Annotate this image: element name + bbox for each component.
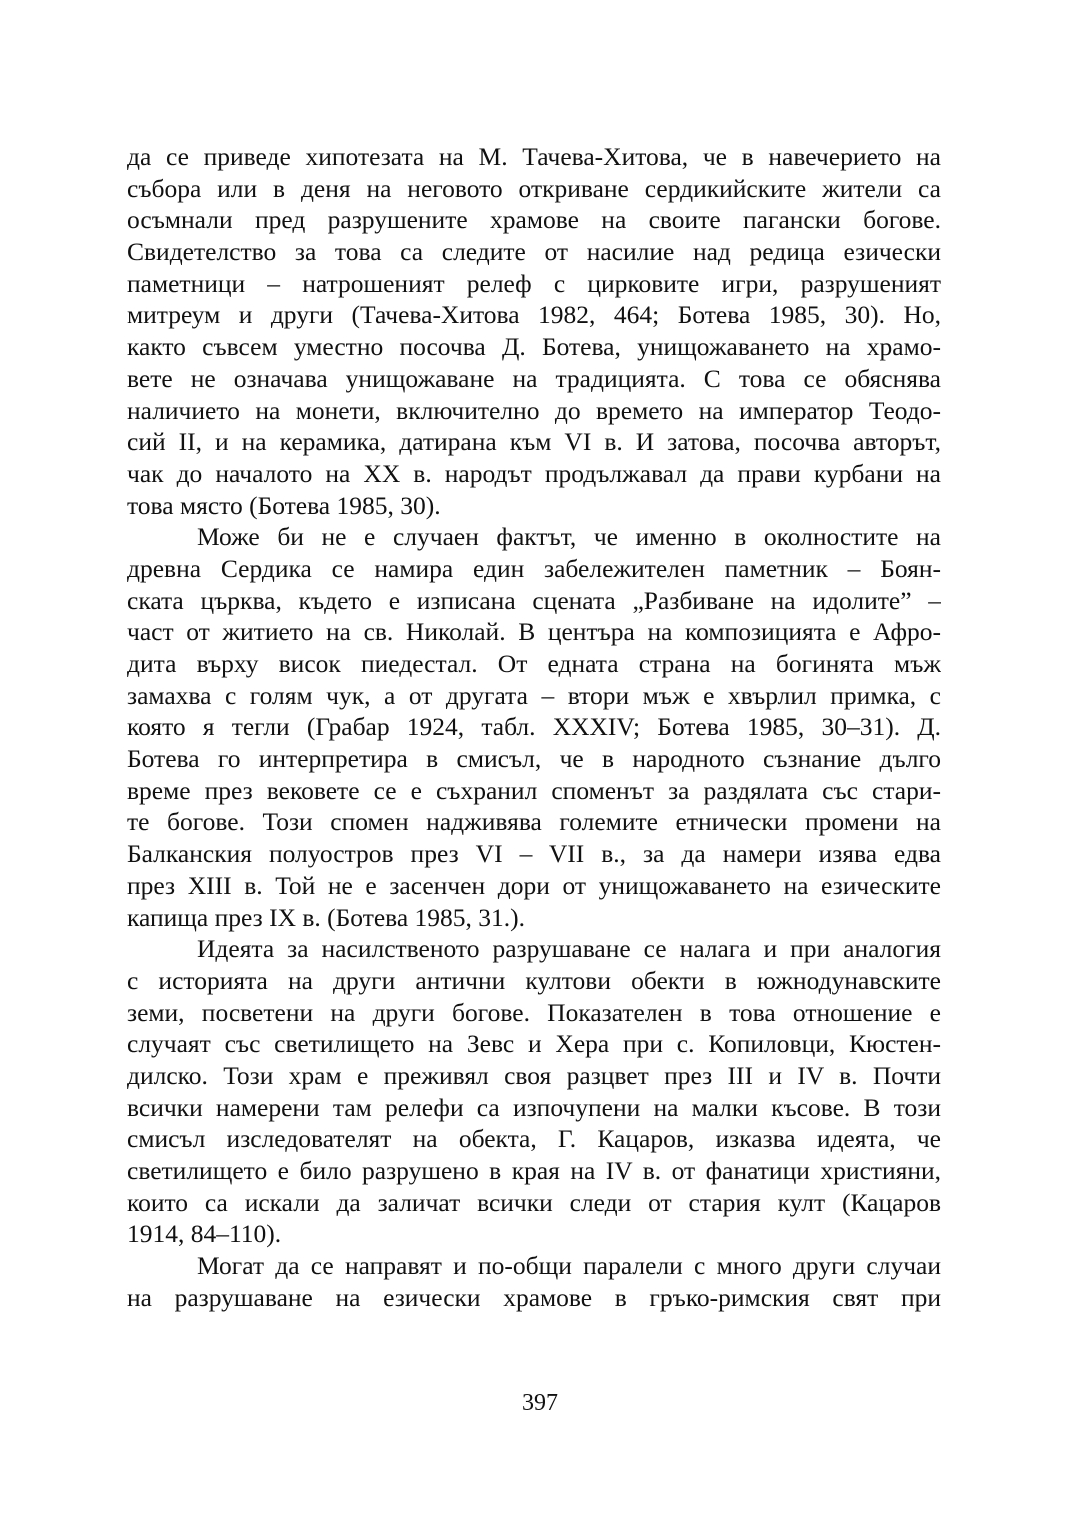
text-line: както съвсем уместно посочва Д. Ботева, унищожаването на храмо- — [127, 332, 941, 362]
text-line: Балканския полуостров през VI – VII в., за да намери изява едва — [127, 839, 941, 869]
text-line: ската църква, където е изписана сцената „Разбиване на идолите” – — [127, 585, 941, 615]
text-line: време през вековете се е съхранил споменът за раздялата със стари- — [127, 775, 941, 805]
text-line: капища през IX в. (Ботева 1985, 31.). — [127, 902, 526, 932]
text-line: това място (Ботева 1985, 30). — [127, 490, 441, 520]
text-line: земи, посветени на други богове. Показателен в това отношение е — [127, 997, 941, 1027]
text-line: Могат да се направят и по-общи паралели с много други случаи — [197, 1251, 941, 1281]
paragraph-3 — [127, 933, 941, 1250]
text-line: осъмнали пред разрушените храмове на своите пагански богове. — [127, 205, 941, 235]
paragraph-2 — [127, 521, 941, 933]
text-line: Може би не е случаен фактът, че именно в околностите на — [197, 522, 941, 552]
text-line: сий II, и на керамика, датирана към VI в. И затова, посочва авторът, — [127, 427, 941, 457]
text-line: Свидетелство за това са следите от насилие над редица езически — [127, 237, 941, 267]
text-line: на разрушаване на езически храмове в гръко-римския свят при — [127, 1282, 941, 1312]
text-line: замахва с голям чук, а от другата – втори мъж е хвърлил примка, с — [127, 680, 941, 710]
text-line: всички намерени там релефи са изпочупени на малки късове. В този — [127, 1092, 941, 1122]
page-number: 397 — [522, 1390, 558, 1416]
text-line: случаят със светилището на Зевс и Хера при с. Копиловци, Кюстен- — [127, 1029, 941, 1059]
text-line: вете не означава унищожаване на традицията. С това се обяснява — [127, 363, 941, 393]
text-line: светилището е било разрушено в края на IV в. от фанатици християни, — [127, 1156, 941, 1185]
text-line: митреум и други (Тачева-Хитова 1982, 464; Ботева 1985, 30). Но, — [127, 300, 941, 330]
text-line: които са искали да заличат всички следи от стария култ (Кацаров — [127, 1187, 941, 1217]
text-line: част от житието на св. Николай. В центъра на композицията е Афро- — [127, 617, 941, 647]
text-line: Идеята за насилственото разрушаване се налага и при аналогия — [197, 934, 941, 964]
text-line: наличието на монети, включително до времето на император Теодо- — [127, 395, 941, 425]
text-line: смисъл изследователят на обекта, Г. Кацаров, изказва идеята, че — [127, 1124, 941, 1154]
text-line: паметници – натрошеният релеф с цирковите игри, разрушеният — [127, 268, 941, 298]
paragraph-1 — [127, 141, 941, 521]
paragraph-4 — [127, 1250, 941, 1313]
text-line: чак до началото на XX в. народът продължавал да прави курбани на — [127, 458, 941, 488]
text-line: 1914, 84–110). — [127, 1219, 282, 1249]
text-line: с историята на други антични култови обекти в южнодунавските — [127, 965, 941, 995]
text-line: събора или в деня на неговото откриване сердикийските жители са — [127, 173, 941, 203]
text-line: те богове. Този спомен надживява големите етнически промени на — [127, 807, 941, 837]
text-line: дита върху висок пиедестал. От едната страна на богинята мъж — [127, 649, 941, 678]
text-line: Ботева го интерпретира в смисъл, че в народното съзнание дълго — [127, 744, 941, 774]
text-line: дилско. Този храм е преживял своя разцвет през III и IV в. Почти — [127, 1060, 941, 1090]
text-line: древна Сердика се намира един забележителен паметник – Боян- — [127, 553, 941, 583]
text-line: да се приведе хипотезата на М. Тачева-Хитова, че в навечерието на — [127, 142, 941, 171]
text-line: която я тегли (Грабар 1924, табл. XXXIV; Ботева 1985, 30–31). Д. — [127, 712, 941, 742]
text-line: през XIII в. Той не е засенчен дори от унищожаването на езическите — [127, 870, 941, 900]
body-text — [127, 141, 941, 1313]
